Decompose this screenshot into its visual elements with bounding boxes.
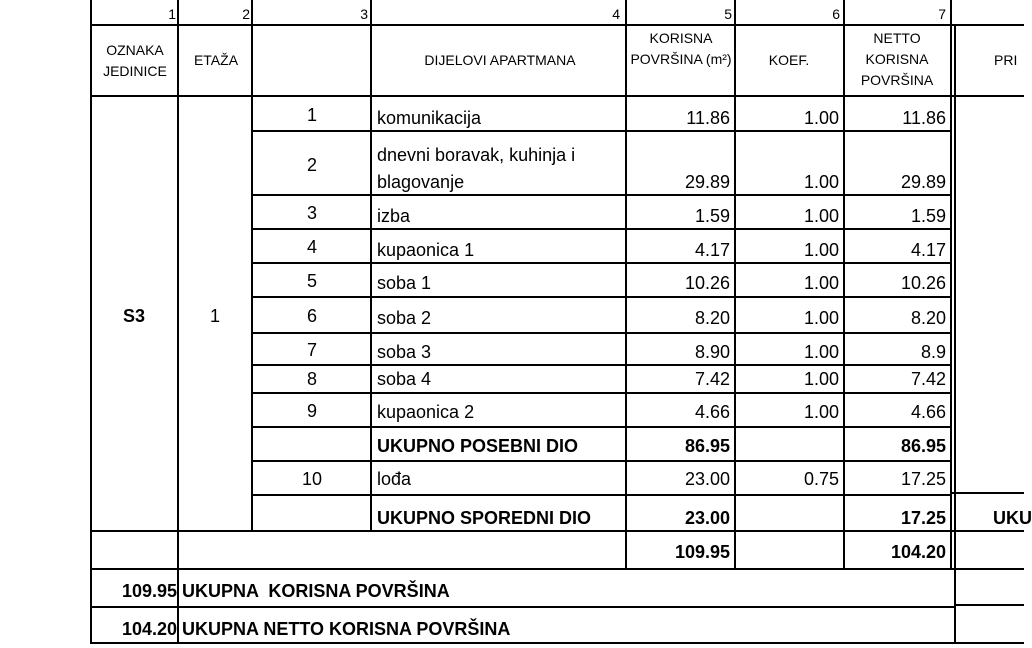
sporedni-extra: UKU <box>993 508 1032 528</box>
row-name: lođa <box>377 469 412 489</box>
row-name: soba 2 <box>377 308 432 328</box>
row-koef: 1.00 <box>803 172 839 192</box>
row-netto: 4.17 <box>910 240 946 260</box>
row-number: 1 <box>306 105 317 125</box>
rule <box>252 426 952 428</box>
col-number-4: 4 <box>612 6 620 22</box>
row-name: kupaonica 1 <box>377 240 475 260</box>
unit-etaza: 1 <box>209 306 220 326</box>
row-name: komunikacija <box>377 108 482 128</box>
row-number: 9 <box>306 401 317 421</box>
row-number: 4 <box>306 237 317 257</box>
row-koef: 1.00 <box>803 108 839 128</box>
posebni-netto: 86.95 <box>900 436 946 456</box>
row-number: 10 <box>301 469 323 489</box>
rule <box>252 392 952 394</box>
rule <box>252 364 952 366</box>
rule <box>252 130 952 132</box>
row-korisna: 7.42 <box>694 369 730 389</box>
row-koef: 0.75 <box>803 469 839 489</box>
row-koef: 1.00 <box>803 240 839 260</box>
col-number-2: 2 <box>242 6 250 22</box>
rule <box>954 24 956 644</box>
row-netto: 8.20 <box>910 308 946 328</box>
row-koef: 1.00 <box>803 342 839 362</box>
summary-netto-value: 104.20 <box>121 619 177 639</box>
col-number-5: 5 <box>724 6 732 22</box>
row-netto: 10.26 <box>900 273 946 293</box>
row-number: 3 <box>306 203 317 223</box>
col-number-6: 6 <box>832 6 840 22</box>
col-number-7: 7 <box>938 6 946 22</box>
rule <box>252 332 952 334</box>
header-koef: KOEF. <box>768 52 810 68</box>
rule <box>90 95 1024 97</box>
row-netto: 17.25 <box>900 469 946 489</box>
row-name: soba 1 <box>377 273 432 293</box>
rule <box>952 492 1024 494</box>
row-number: 7 <box>306 340 317 360</box>
rule <box>252 460 952 462</box>
row-korisna: 10.26 <box>684 273 730 293</box>
rule <box>734 0 736 532</box>
col-number-3: 3 <box>360 6 368 22</box>
row-netto: 11.86 <box>902 108 946 128</box>
rule <box>370 0 372 532</box>
posebni-korisna: 86.95 <box>684 436 730 456</box>
rule <box>950 0 952 568</box>
row-number: 6 <box>306 306 317 326</box>
row-name: kupaonica 2 <box>377 402 475 422</box>
row-koef: 1.00 <box>803 308 839 328</box>
row-korisna: 11.86 <box>686 108 730 128</box>
rule <box>90 568 1024 570</box>
rule <box>734 530 736 568</box>
header-etaza: ETAŽA <box>193 52 239 68</box>
header-pri: PRI <box>994 52 1018 68</box>
row-netto: 1.59 <box>910 206 946 226</box>
row-name: soba 4 <box>377 369 432 389</box>
row-number: 2 <box>306 155 317 175</box>
sporedni-netto: 17.25 <box>900 508 946 528</box>
row-netto: 4.66 <box>910 402 946 422</box>
total-netto: 104.20 <box>890 542 946 562</box>
unit-oznaka: S3 <box>122 306 146 326</box>
rule <box>177 568 179 644</box>
header-dijelovi: DIJELOVI APARTMANA <box>424 52 576 68</box>
row-name: izba <box>377 206 411 226</box>
row-korisna: 4.66 <box>694 402 730 422</box>
sporedni-korisna: 23.00 <box>684 508 730 528</box>
row-netto: 8.9 <box>920 342 946 362</box>
summary-netto-label: UKUPNA NETTO KORISNA POVRŠINA <box>182 619 511 639</box>
rule <box>177 0 179 568</box>
rule <box>251 0 253 532</box>
rule <box>252 194 952 196</box>
sporedni-label: UKUPNO SPOREDNI DIO <box>377 508 592 528</box>
rule <box>954 604 1024 606</box>
row-korisna: 29.89 <box>684 172 730 192</box>
rule <box>252 296 952 298</box>
row-number: 5 <box>306 271 317 291</box>
row-koef: 1.00 <box>803 369 839 389</box>
row-korisna: 8.20 <box>694 308 730 328</box>
rule <box>625 0 627 568</box>
header-korisna: KORISNA POVRŠINA (m²) <box>630 30 732 67</box>
row-netto: 7.42 <box>910 369 946 389</box>
rule <box>252 494 952 496</box>
row-name: dnevni boravak, kuhinja i <box>377 145 576 165</box>
row-korisna: 23.00 <box>684 469 730 489</box>
header-oznaka: OZNAKA JEDINICE <box>103 42 167 79</box>
row-name: soba 3 <box>377 342 432 362</box>
rule <box>90 530 1024 532</box>
rule <box>252 262 952 264</box>
rule <box>90 606 954 608</box>
row-korisna: 4.17 <box>694 240 730 260</box>
rule <box>843 0 845 568</box>
posebni-label: UKUPNO POSEBNI DIO <box>377 436 579 456</box>
row-koef: 1.00 <box>803 273 839 293</box>
row-koef: 1.00 <box>803 206 839 226</box>
total-korisna: 109.95 <box>674 542 730 562</box>
row-korisna: 8.90 <box>694 342 730 362</box>
rule <box>252 228 952 230</box>
row-name-line2: blagovanje <box>377 172 465 192</box>
row-koef: 1.00 <box>803 402 839 422</box>
row-number: 8 <box>306 369 317 389</box>
row-netto: 29.89 <box>900 172 946 192</box>
col-number-1: 1 <box>168 6 176 22</box>
rule <box>90 642 1024 644</box>
row-korisna: 1.59 <box>694 206 730 226</box>
summary-korisna-value: 109.95 <box>121 581 177 601</box>
header-netto: NETTO KORISNA POVRŠINA <box>860 30 934 88</box>
summary-korisna-label: UKUPNA KORISNA POVRŠINA <box>182 581 450 601</box>
rule <box>90 24 1024 26</box>
